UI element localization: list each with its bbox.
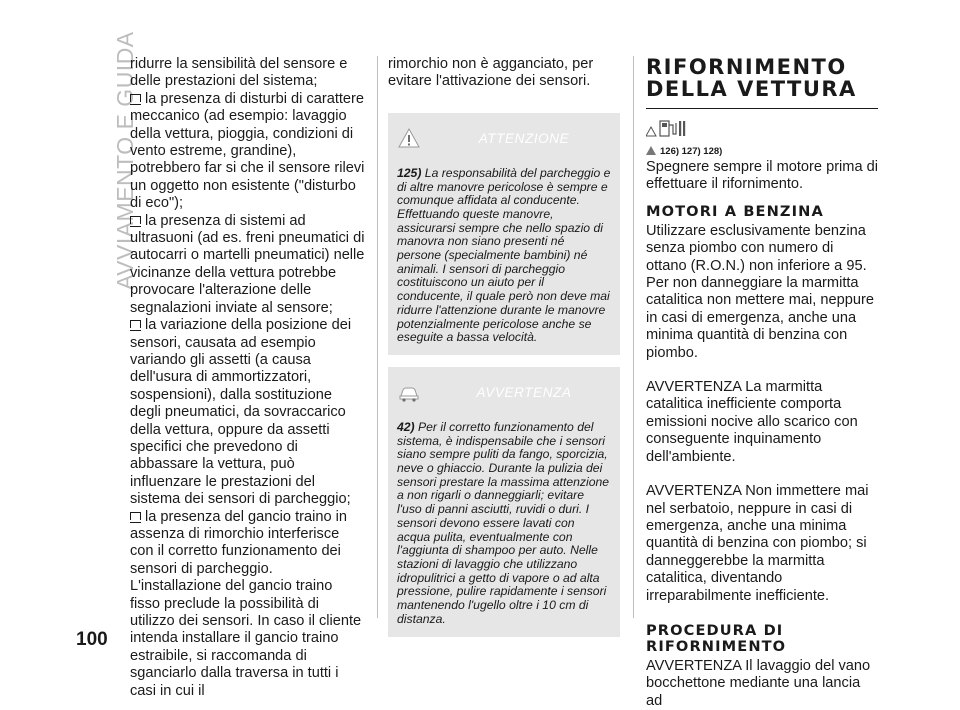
column-3 — [646, 56, 878, 710]
page-number: 100 — [76, 629, 108, 650]
subheading-refuelling-procedure: PROCEDURA DI RIFORNIMENTO — [646, 621, 787, 655]
col1-intro: ridurre la sensibilità del sensore e delle prestazioni del sistema; — [130, 56, 348, 90]
paragraph: AVVERTENZA La marmitta catalitica inefficiente comporta emissioni nocive allo scarico con conseguente inquinamento dell'ambiente. — [646, 379, 858, 465]
section-title-text: AVVIAMENTO E GUIDA — [112, 31, 138, 290]
attention-box-text: 125) La responsabilità del parcheggio e di altre manovre pericolose è sempre e comunque affidata al conducente. Effettuando queste manovre, assicurarsi sempre che nello spazio di manovra non siano presenti né persone (specialmente bambini) né animali. I sensori di parcheggio costituiscono un aiuto per il conducente, il quale però non deve mai ridurre l'attenzione durante le manovre potenzialmente pericolose anche se eseguite a bassa velocità. — [397, 165, 611, 345]
warning-box-header — [388, 367, 620, 421]
heading-rule — [646, 108, 878, 109]
subheading-petrol: MOTORI A BENZINA — [646, 202, 824, 220]
fuel-icon-row — [646, 117, 878, 143]
col2-intro: rimorchio non è agganciato, per evitare l'attivazione dei sensori. — [388, 56, 594, 90]
bullet-icon — [130, 512, 141, 520]
paragraph: Utilizzare esclusivamente benzina senza piombo con numero di ottano (R.O.N.) non inferiore a 95. Per non danneggiare la marmitta catalitica non mettere mai, neppure in casi di emergenza, anche una minima quantità di benzina con piombo. — [646, 222, 874, 361]
warning-refs: 126) 127) 128) — [660, 146, 723, 157]
warning-box-text: 42) Per il corretto funzionamento del sistema, è indispensabile che i sensori siano sempre puliti da fango, sporcizia, neve o ghiaccio. Durante la pulizia dei sensori prestare la massima attenzione a non rigarli o danneggiarli; evitare l'uso di panni asciutti, ruvidi o duri. I sensori devono essere lavati con acqua pulita, eventualmente con l'aggiunta di shampoo per auto. Nelle stazioni di lavaggio che utilizzano idropulitrici a getto di vapore o ad alta pressione, pulire rapidamente i sensori mantenendo l'ugello oltre i 10 cm di distanza. — [397, 419, 610, 626]
column-divider — [633, 56, 634, 618]
attention-box-title: ATTENZIONE — [478, 130, 570, 146]
paragraph: AVVERTENZA Non immettere mai nel serbatoio, neppure in casi di emergenza, anche una minima quantità di benzina con piombo; si danneggerebbe la marmitta catalitica, diventando irreparabilmente inefficiente. — [646, 483, 869, 604]
bullet-icon — [130, 216, 141, 224]
column-1 — [130, 56, 366, 700]
bullet-icon — [130, 94, 141, 102]
warning-box-title: AVVERTENZA — [476, 384, 572, 400]
fuel-pump-icon — [646, 117, 696, 141]
section-heading: RIFORNIMENTO DELLA VETTURA — [646, 55, 857, 101]
warning-box — [388, 367, 620, 637]
attention-box — [388, 113, 620, 355]
refs-row — [646, 143, 878, 156]
col3-intro: Spegnere sempre il motore prima di effettuare il rifornimento. — [646, 159, 878, 193]
list-item: la presenza di disturbi di carattere meccanico (ad esempio: lavaggio della vettura, pioggia, condizioni di vento estreme, grandine), potrebbero far si che il sensore rilevi un oggetto non esistente ("disturbo di eco"); — [130, 90, 365, 212]
small-warning-icon — [646, 146, 656, 155]
list-item: la variazione della posizione dei sensori, causata ad esempio variando gli assetti (a causa dell'usura di ammortizzatori, sospensioni), dalla sostituzione degli pneumatici, da sovraccarico della vettura, oppure da assetti specifici che prevedono di abbassare la vettura, può influenzare le prestazioni del sistema dei sensori di parcheggio; — [130, 317, 352, 508]
bullet-icon — [130, 320, 141, 328]
attention-box-header — [388, 113, 620, 167]
column-2 — [388, 56, 620, 637]
column-divider — [377, 56, 378, 618]
list-item: la presenza del gancio traino in assenza di rimorchio interferisce con il corretto funzionamento dei sensori di parcheggio. L'installazione del gancio traino fisso preclude la possibilità di utilizzo dei sensori. In caso il cliente intenda installare il gancio traino estraibile, si raccomanda di sganciarlo dalla traversa in tutti i casi in cui il — [130, 508, 362, 699]
section-sidebar-title — [82, 28, 138, 290]
list-item: la presenza di sistemi ad ultrasuoni (ad es. freni pneumatici di autocarri o martelli pneumatici) nelle vicinanze della vettura potrebbe provocare l'alterazione delle segnalazioni inviate al sensore; — [130, 212, 365, 316]
paragraph: AVVERTENZA Il lavaggio del vano bocchettone mediante una lancia ad — [646, 657, 871, 709]
